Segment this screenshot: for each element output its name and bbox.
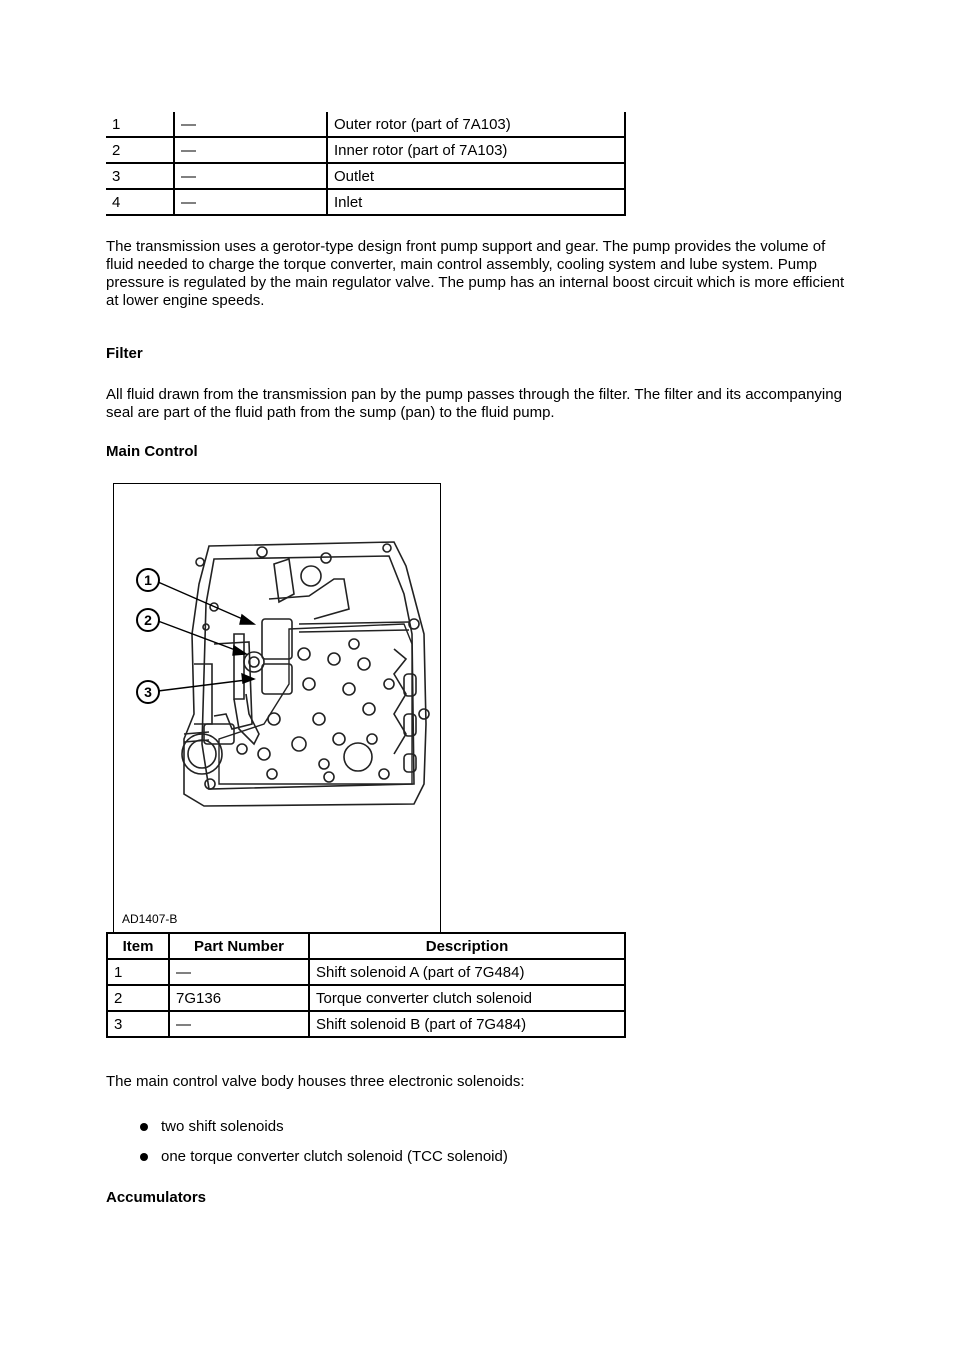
part-number-cell: — [169,1011,309,1037]
item-cell: 2 [107,985,169,1011]
callout-3-label: 3 [144,684,152,700]
solenoid-list [140,1118,508,1178]
description-cell: Torque converter clutch solenoid [309,985,625,1011]
part-number-cell: — [169,959,309,985]
description-cell: Outer rotor (part of 7A103) [327,112,625,137]
main-control-parts-table [106,932,626,1038]
filter-heading: Filter [106,345,143,362]
list-item [140,1118,508,1148]
pump-parts-table [106,112,626,216]
table-row [107,1011,625,1037]
table-row [107,985,625,1011]
callout-2-label: 2 [144,612,152,628]
valve-body-diagram [114,484,440,932]
filter-paragraph: All fluid drawn from the transmission pan by the pump passes through the filter. The filter and its accompanying seal are part of the fluid path from the sump (pan) to the fluid pump. [106,386,842,421]
item-cell: 1 [107,959,169,985]
table-row [106,112,625,137]
table-row [106,163,625,189]
bullet-icon [140,1123,148,1131]
item-cell: 3 [106,163,174,189]
part-number-cell: — [174,112,327,137]
description-cell: Shift solenoid B (part of 7G484) [309,1011,625,1037]
accumulators-heading: Accumulators [106,1189,207,1206]
figure-label: AD1407-B [122,912,178,926]
list-item-text: one torque converter clutch solenoid (TCC solenoid) [161,1148,508,1165]
part-number-header: Part Number [169,933,309,959]
part-number-cell: 7G136 [169,985,309,1011]
part-number-cell: — [174,137,327,163]
list-item [140,1148,508,1178]
description-header: Description [309,933,625,959]
bullet-icon [140,1153,148,1161]
main-control-paragraph: The main control valve body houses three electronic solenoids: [106,1073,525,1090]
description-cell: Inner rotor (part of 7A103) [327,137,625,163]
table-row [106,137,625,163]
part-number-cell: — [174,189,327,215]
table-row [106,189,625,215]
callout-1-label: 1 [144,572,152,588]
description-cell: Inlet [327,189,625,215]
description-cell: Shift solenoid A (part of 7G484) [309,959,625,985]
item-header: Item [107,933,169,959]
table-header-row [107,933,625,959]
item-cell: 3 [107,1011,169,1037]
item-cell: 2 [106,137,174,163]
main-control-heading: Main Control [106,443,198,460]
item-cell: 4 [106,189,174,215]
table-row [107,959,625,985]
main-control-figure [113,483,441,932]
list-item-text: two shift solenoids [161,1118,284,1135]
part-number-cell: — [174,163,327,189]
description-cell: Outlet [327,163,625,189]
pump-paragraph: The transmission uses a gerotor-type design front pump support and gear. The pump provides the volume of fluid needed to charge the torque converter, main control assembly, cooling system and lube system. Pump pressure is regulated by the main regulator valve. The pump has an internal boost circuit which is more efficient at lower engine speeds. [106,238,845,309]
item-cell: 1 [106,112,174,137]
